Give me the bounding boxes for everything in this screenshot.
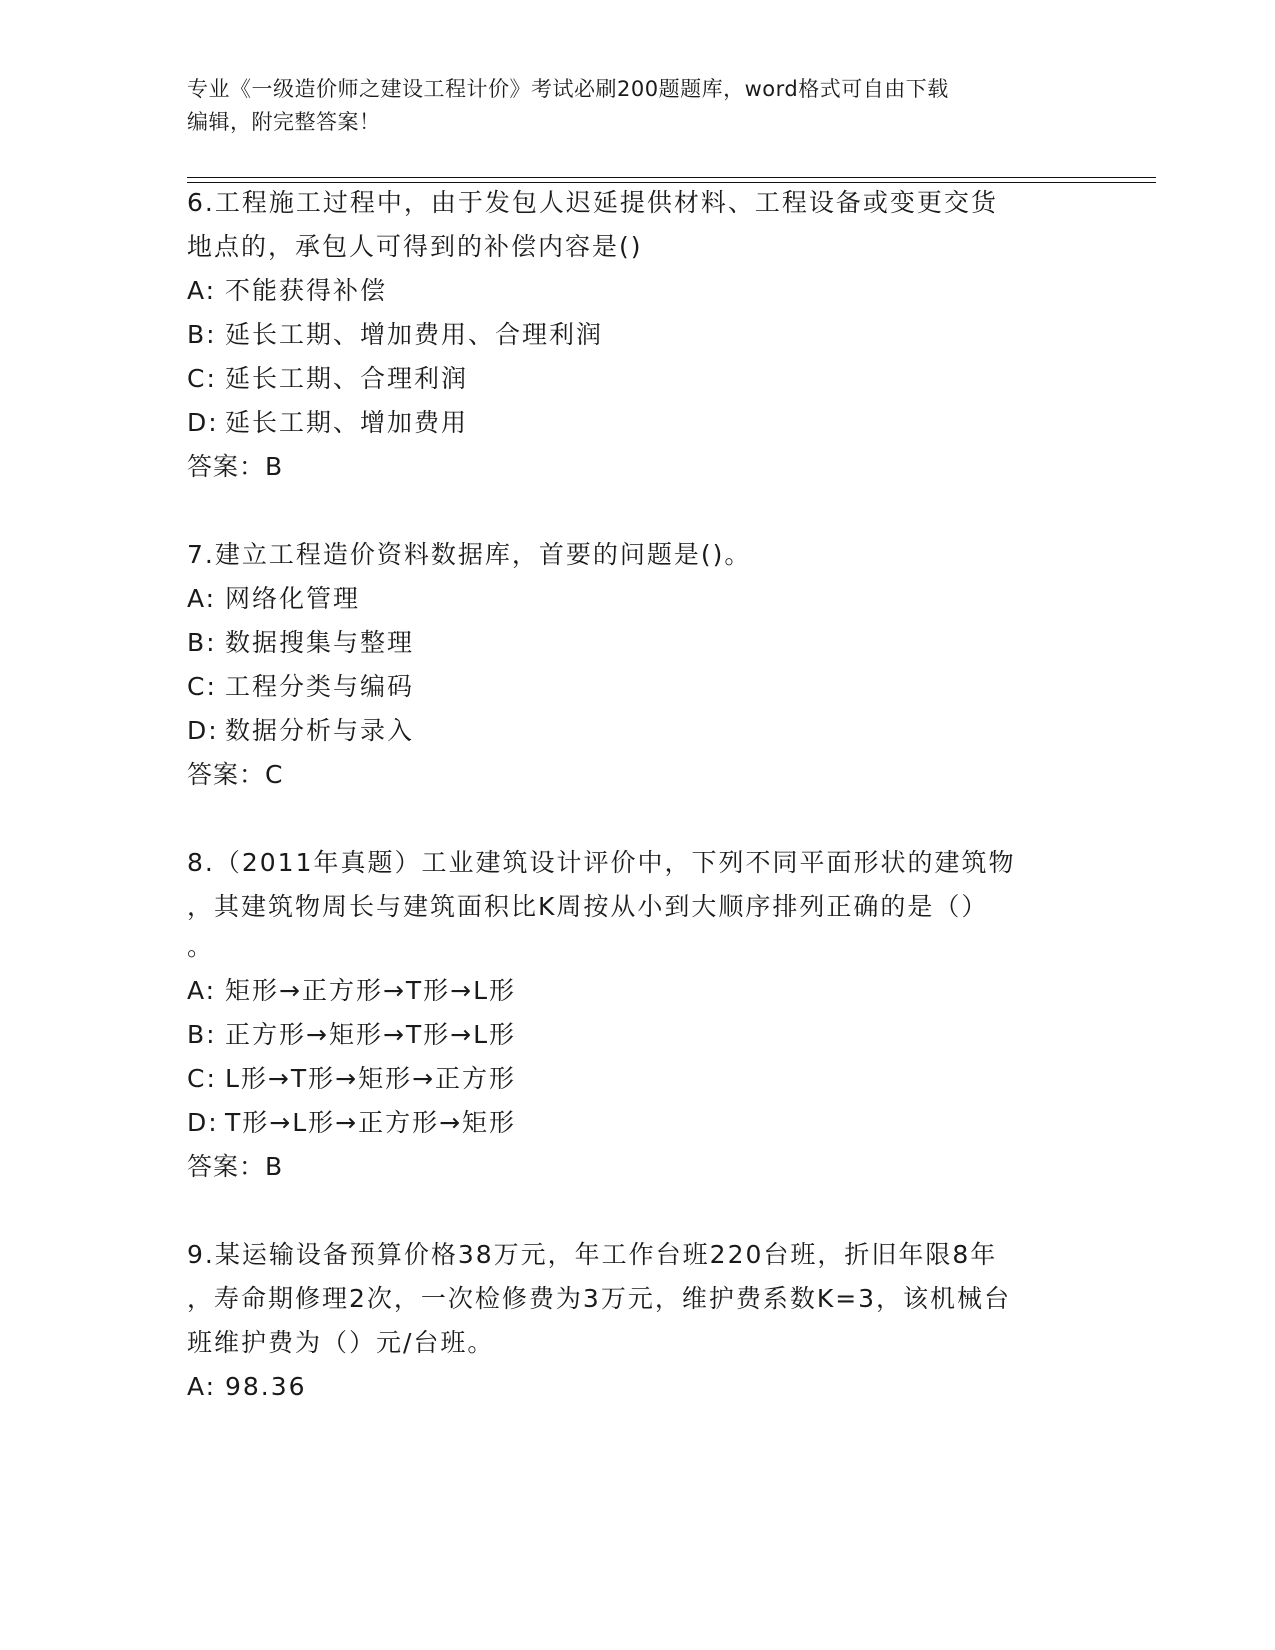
option-label: D: <box>187 408 219 437</box>
option-label: C: <box>187 1064 217 1093</box>
header-title-line-2: 编辑，附完整答案！ <box>187 110 381 134</box>
page-header <box>187 73 1087 139</box>
question-6-option-c <box>187 363 468 395</box>
question-8-option-a <box>187 975 516 1007</box>
question-6-option-b <box>187 319 603 351</box>
question-9-text-line-1: 9.某运输设备预算价格38万元，年工作台班220台班，折旧年限8年 <box>187 1240 998 1269</box>
question-6-option-d <box>187 407 468 439</box>
option-text: 数据分析与录入 <box>225 716 415 745</box>
option-label: D: <box>187 716 219 745</box>
question-9-text-line-3: 班维护费为（）元/台班。 <box>187 1328 495 1357</box>
option-label: B: <box>187 628 217 657</box>
header-title-line-1: 专业《一级造价师之建设工程计价》考试必刷200题题库，word格式可自由下载 <box>187 77 949 101</box>
question-8-text-line-3: 。 <box>187 932 215 961</box>
option-text: 不能获得补偿 <box>225 276 388 305</box>
option-label: A: <box>187 976 217 1005</box>
option-label: A: <box>187 584 217 613</box>
question-6-text-line-2: 地点的，承包人可得到的补偿内容是() <box>187 232 643 261</box>
option-text: 延长工期、合理利润 <box>225 364 469 393</box>
question-8-answer: 答案：B <box>187 1152 284 1181</box>
option-label: C: <box>187 364 217 393</box>
question-8-option-c <box>187 1063 516 1095</box>
option-label: C: <box>187 672 217 701</box>
option-text: T形→L形→正方形→矩形 <box>225 1108 517 1137</box>
option-text: 数据搜集与整理 <box>225 628 415 657</box>
header-divider-top <box>187 177 1156 178</box>
option-label: B: <box>187 1020 217 1049</box>
option-label: A: <box>187 1372 217 1401</box>
question-8-text-line-1: 8.（2011年真题）工业建筑设计评价中，下列不同平面形状的建筑物 <box>187 848 1016 877</box>
question-7-option-c <box>187 671 414 703</box>
question-6-answer: 答案：B <box>187 452 284 481</box>
option-text: 工程分类与编码 <box>225 672 415 701</box>
question-9-text-line-2: ，寿命期修理2次，一次检修费为3万元，维护费系数K=3，该机械台 <box>187 1284 1012 1313</box>
question-6-text-line-1: 6.工程施工过程中，由于发包人迟延提供材料、工程设备或变更交货 <box>187 188 998 217</box>
question-7-option-d <box>187 715 414 747</box>
header-divider-bottom <box>187 182 1156 183</box>
question-7-answer: 答案：C <box>187 760 284 789</box>
option-label: B: <box>187 320 217 349</box>
option-text: 延长工期、增加费用 <box>225 408 469 437</box>
question-8-option-d <box>187 1107 516 1139</box>
question-8-option-b <box>187 1019 516 1051</box>
option-text: 正方形→矩形→T形→L形 <box>225 1020 517 1049</box>
question-6-option-a <box>187 275 387 307</box>
question-8-text-line-2: ，其建筑物周长与建筑面积比K周按从小到大顺序排列正确的是（） <box>187 892 989 921</box>
question-7-option-a <box>187 583 360 615</box>
question-7-option-b <box>187 627 414 659</box>
option-text: 网络化管理 <box>225 584 361 613</box>
option-text: L形→T形→矩形→正方形 <box>225 1064 517 1093</box>
option-text: 矩形→正方形→T形→L形 <box>225 976 517 1005</box>
question-9-option-a <box>187 1371 307 1403</box>
question-7-text-line-1: 7.建立工程造价资料数据库，首要的问题是()。 <box>187 540 752 569</box>
option-label: A: <box>187 276 217 305</box>
option-text: 98.36 <box>225 1372 307 1401</box>
option-label: D: <box>187 1108 219 1137</box>
option-text: 延长工期、增加费用、合理利润 <box>225 320 604 349</box>
